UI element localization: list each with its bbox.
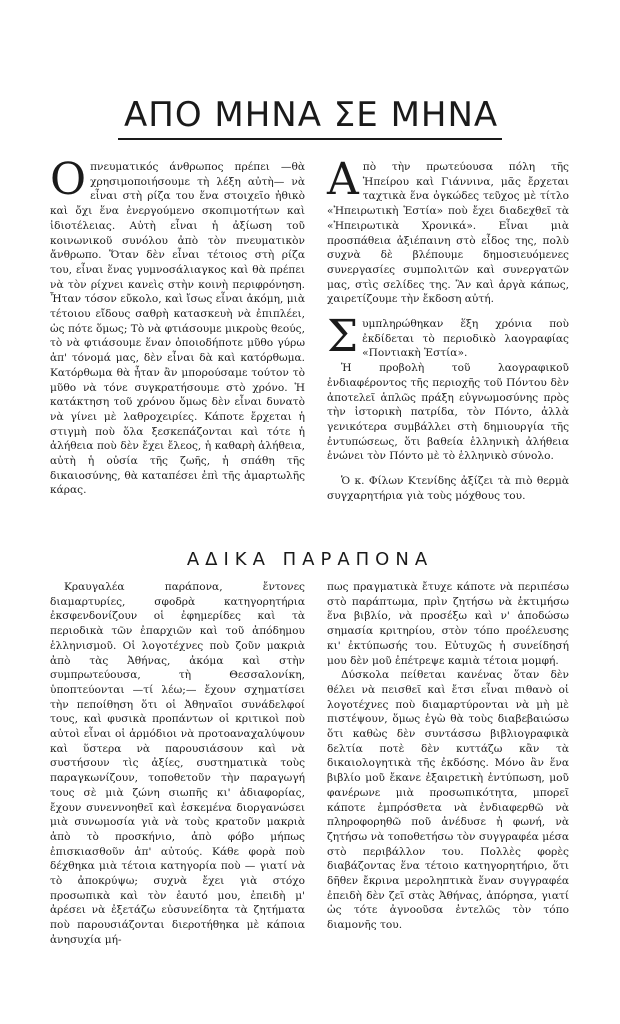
article-text: υμπληρώθηκαν ἕξη χρόνια ποὺ ἐκδίδεται τὸ περιοδικὸ λαογραφίας «Ποντιακὴ Ἑστία». (362, 318, 569, 360)
article-spiritual-man (50, 154, 305, 498)
drop-cap: Σ (327, 311, 359, 363)
page-title: ΑΠΟ ΜΗΝΑ ΣΕ ΜΗΝΑ (124, 95, 499, 135)
article-text: πὸ τὴν πρωτεύουσα πόλη τῆς Ἠπείρου καὶ Γιάννινα, μᾶς ἔρχεται ταχτικὰ ἕνα ὀγκώδες τεῦχος μὲ τίτλο «Ἠπειρωτικὴ Ἑστία» ποὺ ἔχει διαδεχθεῖ τὰ «Ἠπειρωτικὰ Χρονικά». Εἶναι μιὰ προσπάθεια ἀξιέπαινη στὸ εἶδος της, πολὺ συχνὰ δὲ βλέπουμε δημοσιευόμενες συνεργασίες συμπολιτῶν καὶ συνεργατῶν μας, στὶς σελίδες της. Ἂν καὶ ἀργὰ κάπως, χαιρετίζουμε τὴν ἔκδοση αὐτή. (327, 161, 569, 306)
article-paragraph: Δύσκολα πείθεται κανένας ὅταν δὲν θέλει νὰ πεισθεῖ καὶ ἔτσι εἶναι πιθανὸ οἱ λογοτέχνες ποὺ διαμαρτύρονται νὰ μὴ μὲ πιστέψουν, ὅμως ἐγὼ θὰ τοὺς διαβεβαιώσω ὅτι καθὼς δὲν συντάσσω βιβλιογραφικὰ δελτία ποτὲ δὲν κυττάζω κἂν τὰ δικαιολογητικὰ τῆς ἐκδόσης. Μόνο ἂν ἕνα βιβλίο μοῦ ἔκανε ἐξαιρετικὴ ἐντύπωση, μοῦ φανέρωνε μιὰ προσωπικότητα, μπορεῖ κάποτε ἐμπρόσθετα νὰ ἐνδιαφερθῶ νὰ πληροφορηθῶ ποῦ ἀνέδυσε ἡ φωνή, νὰ ζητήσω νὰ τοποθετήσω τὸν συγγραφέα μέσα στὸ περιβάλλον του. Πολλὲς φορὲς διαβάζοντας ἕνα τέτοιο κατηγορητήριο, ὅτι δῆθεν ἔκρινα μεροληπτικὰ ἕναν συγγραφέα ἐπειδὴ δὲν ζεῖ στὰς Ἀθήνας, ἀπόρησα, γιατί ὡς τότε ἀγνοοῦσα ἐντελῶς τὸν τόπο διαμονῆς του. (327, 669, 569, 932)
article-paragraph (327, 154, 569, 307)
section-heading: ΑΔΙΚΑ ΠΑΡΑΠΟΝΑ (186, 549, 434, 570)
article-unfair-complaints-left (50, 580, 305, 948)
article-paragraph: Κραυγαλέα παράπονα, ἔντονες διαμαρτυρίες, σφοδρὰ κατηγορητήρια ἐκσφενδονίζουν οἱ ἐφημερίδες καὶ τὰ περιοδικὰ τῶν ἐπαρχιῶν καὶ τοῦ ἀπόδημου ἑλληνισμοῦ. Οἱ λογοτέχνες ποὺ ζοῦν μακριὰ ἀπὸ τὰς Ἀθήνας, ἀκόμα καὶ στὴν συμπρωτεύουσα, τὴ Θεσσαλονίκη, ὑποπτεύονται —τί λέω;— ἔχουν σχηματίσει τὴν πεποίθηση ὅτι οἱ Ἀθηναῖοι συνάδελφοί τους, καὶ φυσικὰ προπάντων οἱ κριτικοὶ ποὺ αὐτοὶ εἶναι οἱ ἁρμόδιοι νὰ προτοαναχαλύψουν καὶ ὕστερα νὰ παρουσιάσουν καὶ νὰ συστήσουν τὶς ἀξίες, συστηματικὰ τοὺς παραγκωνίζουν, τοποθετοῦν τὴν παραγωγή τους σὲ μιὰ ζώνη σιωπῆς κι' ἀδιαφορίας, ἔχουν συνεννοηθεῖ καὶ ἐσκεμένα διοργανώσει μιὰ συνωμοσία γιὰ νὰ τοὺς κρατοῦν μακριὰ ἀπὸ τὸ προσκήνιο, ἀπὸ φόβο μήπως ἐπισκιασθοῦν ἀπ' αὐτούς. Κάθε φορὰ ποὺ δέχθηκα μιὰ τέτοια κατηγορία ποὺ — γιατί νὰ τὸ ἀποκρύψω; συχνὰ ἔχει γιὰ στόχο προσωπικὰ καὶ τὸν ἑαυτό μου, ἐπειδὴ μ' ἀρέσει νὰ ἐξετάζω εὐσυνείδητα τὰ ζητήματα ποὺ παρουσιάζονται διεροτήθηκα μὲ κάποια ἀνησυχία μή- (50, 581, 305, 946)
title-underline (118, 138, 502, 140)
article-text: πνευματικός άνθρωπος πρέπει —θὰ χρησιμοποιήσουμε τὴ λέξη αὐτὴ— νὰ εἶναι στὴ ρίζα του ἕνα στοιχεῖο ἠθικὸ καὶ ὄχι ἕνα ἐνεργούμενο σκοπιμοτήτων καὶ ἰδιοτέλειας. Αὐτὴ εἶναι ἡ ἀξίωση τοῦ κοινωνικοῦ συνόλου ἀπὸ τὸν πνευματικὸν ἄνθρωπο. Ὅταν δὲν εἶναι τέτοιος στὴ ρίζα του, εἶναι ἕνας γυμνοσάλιαγκος καὶ θὰ πρέπει νὰ τὸν ρίχνει κανεὶς στὴν κοινὴ περιφρόνηση. Ἦταν τόσον εὔκολο, καὶ ἴσως εἶναι ἀκόμη, μιὰ τέτοιου εἴδους σαθρὴ κατασκευὴ νὰ ἐπιπλέει, ὡς πότε ὅμως; Τὸ νὰ φτιάσουμε μικροὺς θεούς, τὸ νὰ φτιάσουμε ἕναν ὁποιοδήποτε μῦθο γύρω ἀπ' τόνομά μας, δὲν εἶναι δὰ καὶ κατόρθωμα. Κατόρθωμα θὰ ἦταν ἂν μπορούσαμε τούτον τὸ μῦθο νὰ τόνε συγκρατήσουμε στὸ χρόνο. Ἡ κατάκτηση τοῦ χρόνου ὅμως δὲν εἶναι δυνατὸ νὰ γίνει μὲ λαθροχειρίες. Κάποτε ἔρχεται ἡ στιγμὴ ποὺ ὅλα ξεσκεπάζονται καὶ τότε ἡ ἀλήθεια ποὺ δὲν ἔχει ἔλεος, ἡ καθαρὴ ἀλήθεια, αὐτὴ ἡ οὐσία τῆς ζωῆς, ἡ σπάθη τῆς δικαιοσύνης, θὰ καταπέσει ἐπὶ τῆς ἁμαρτωλῆς κάρας. (50, 161, 305, 497)
article-paragraph (327, 311, 569, 363)
article-column-right (327, 154, 569, 503)
drop-cap: Α (327, 154, 359, 205)
article-paragraph: Ὁ κ. Φίλων Κτενίδης ἀξίζει τὰ πιὸ θερμὰ συγχαρητήρια γιὰ τοὺς μόχθους του. (327, 475, 569, 502)
article-paragraph (50, 154, 305, 498)
drop-cap: Ο (50, 154, 87, 205)
article-paragraph: Ἡ προβολὴ τοῦ λαογραφικοῦ ἐνδιαφέροντος τῆς περιοχῆς τοῦ Πόντου δὲν ἀποτελεῖ ἁπλῶς πράξη εὐγνωμοσύνης πρὸς τὴν ἱστορικὴ πατρίδα, τὸν Πόντο, ἀλλὰ γενικότερα συμβάλλει στὴ δημιουργία τῆς ἐντυπώσεως, ὅτι βαθεία ἑλληνικὴ ἀλήθεια ἑνώνει τὸν Πόντο μὲ τὸ ἑλληνικὸ σύνολο. (327, 362, 569, 463)
article-paragraph: πως πραγματικὰ ἔτυχε κάποτε νὰ περιπέσω στὸ παράπτωμα, πρὶν ζητήσω νὰ ἐκτιμήσω ἕνα βιβλίο, νὰ προσέξω καὶ ν' ἀποδώσω σημασία κριτηρίου, στὸν τόπο προέλευσης κι' ἐκτύπωσής του. Εὐτυχῶς ἡ συνείδησή μου δὲν μοῦ ἐπέτρεψε καμιὰ τέτοια μομφή. (327, 581, 569, 667)
article-unfair-complaints-right (327, 580, 569, 933)
